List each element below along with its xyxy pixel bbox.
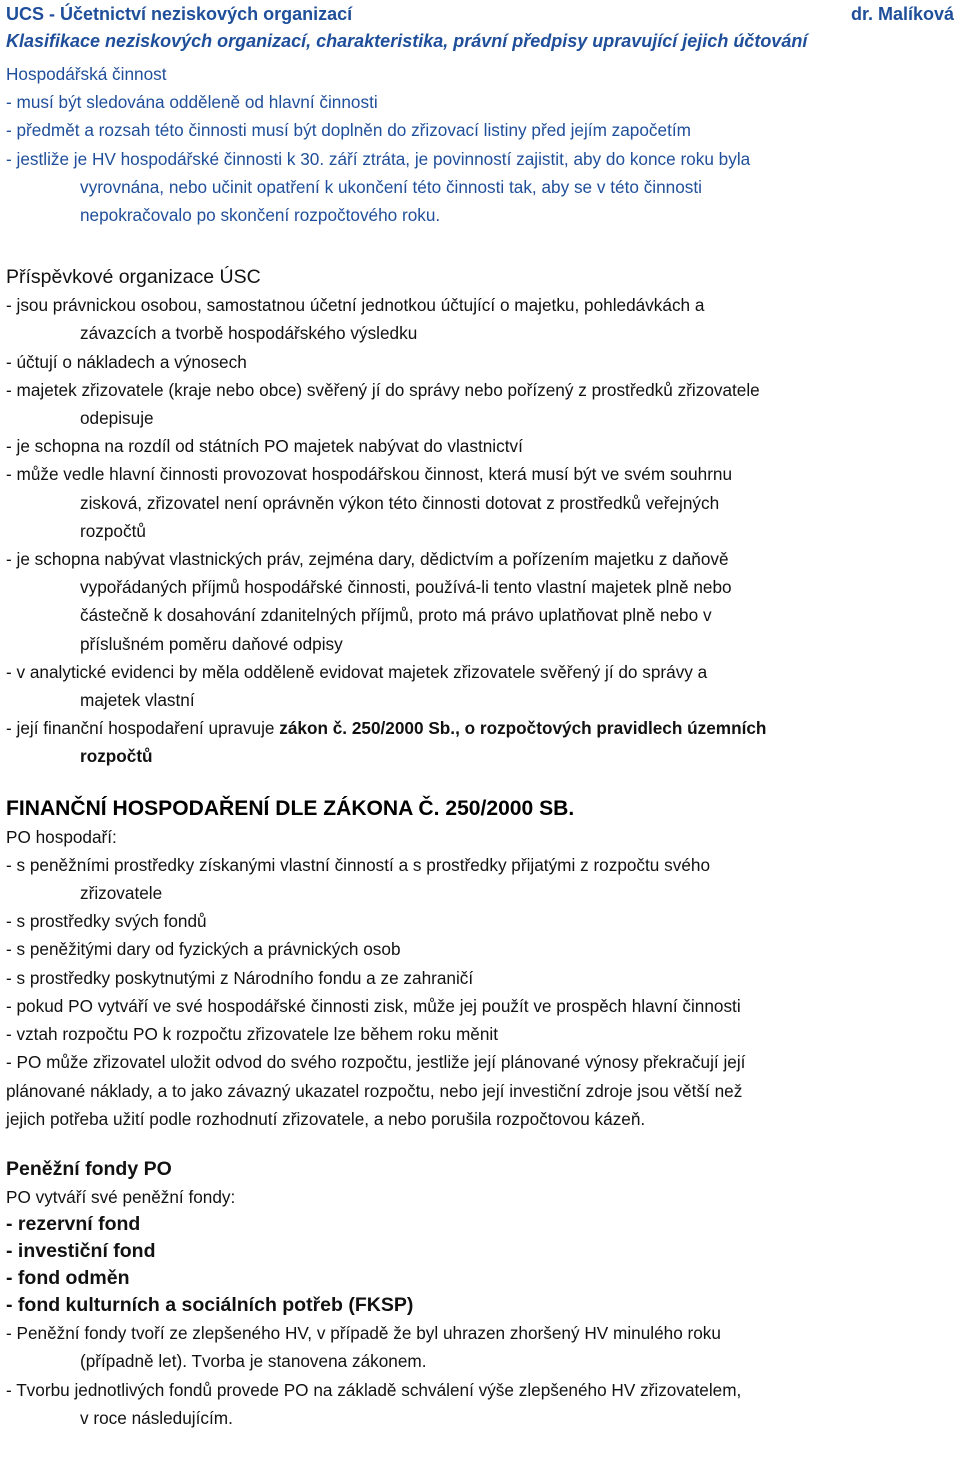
list-item-continuation: nepokračovalo po skončení rozpočtového roku. — [80, 205, 441, 226]
list-item: - s peněžitými dary od fyzických a právnických osob — [6, 939, 401, 960]
list-item-continuation: vyrovnána, nebo učinit opatření k ukončení této činnosti tak, aby se v této činnosti — [80, 176, 702, 197]
list-item-continuation: vypořádaných příjmů hospodářské činnosti, používá-li tento vlastní majetek plně nebo — [80, 577, 732, 598]
list-item: - s prostředky poskytnutými z Národního fondu a ze zahraničí — [6, 967, 474, 988]
paragraph-line: jejich potřeba užití podle rozhodnutí zřizovatele, a nebo porušila rozpočtovou kázeň. — [6, 1108, 646, 1129]
section-title: FINANČNÍ HOSPODAŘENÍ DLE ZÁKONA Č. 250/2000 SB. — [6, 795, 575, 820]
list-item: - jestliže je HV hospodářské činnosti k 30. září ztráta, je povinností zajistit, aby do konce roku byla — [6, 148, 751, 169]
list-item-text: - její finanční hospodaření upravuje — [6, 718, 280, 739]
list-item-continuation: (případně let). Tvorba je stanovena zákonem. — [80, 1351, 427, 1372]
list-item-continuation: příslušném poměru daňové odpisy — [80, 633, 343, 654]
list-item: - je schopna na rozdíl od státních PO majetek nabývat do vlastnictví — [6, 436, 523, 457]
document-header — [6, 0, 954, 54]
section-contributory-organizations — [6, 263, 954, 770]
list-item: - Peněžní fondy tvoří ze zlepšeného HV, v případě že byl uhrazen zhoršený HV minulého roku — [6, 1323, 721, 1344]
list-item: - vztah rozpočtu PO k rozpočtu zřizovatele lze během roku měnit — [6, 1024, 498, 1045]
list-item-continuation: v roce následujícím. — [80, 1407, 233, 1428]
paragraph-line: - PO může zřizovatel uložit odvod do svého rozpočtu, jestliže její plánované výnosy překračují její — [6, 1052, 746, 1073]
fund-item: - rezervní fond — [6, 1213, 141, 1236]
fund-item: - fond kulturních a sociálních potřeb (FKSP) — [6, 1294, 414, 1317]
section-financial-management — [6, 793, 954, 1133]
list-item: - předmět a rozsah této činnosti musí být doplněn do zřizovací listiny před jejím započetím — [6, 120, 691, 141]
section-intro: PO vytváří své peněžní fondy: — [6, 1186, 236, 1207]
list-item: - pokud PO vytváří ve své hospodářské činnosti zisk, může jej použít ve prospěch hlavní činnosti — [6, 995, 741, 1016]
list-item: - majetek zřizovatele (kraje nebo obce) svěřený jí do správy nebo pořízený z prostředků zřizovatele — [6, 379, 760, 400]
section-economic-activity — [6, 60, 954, 229]
list-item-continuation: rozpočtů — [80, 520, 146, 541]
list-item-continuation: rozpočtů — [80, 746, 153, 767]
list-item-continuation: odepisuje — [80, 408, 154, 429]
course-title: UCS - Účetnictví neziskových organizací — [6, 4, 353, 24]
list-item: - musí být sledována odděleně od hlavní činnosti — [6, 92, 378, 113]
list-item-continuation: majetek vlastní — [80, 690, 195, 711]
header-subtitle: Klasifikace neziskových organizací, charakteristika, právní předpisy upravující jejich účtování — [6, 31, 808, 51]
list-item: - je schopna nabývat vlastnických práv, zejména dary, dědictvím a pořízením majetku z daňově — [6, 549, 729, 570]
list-item: - jsou právnickou osobou, samostatnou účetní jednotkou účtující o majetku, pohledávkách a — [6, 295, 705, 316]
law-title: , o rozpočtových pravidlech územních — [455, 718, 767, 739]
section-title: Peněžní fondy PO — [6, 1157, 172, 1180]
list-item: - může vedle hlavní činnosti provozovat hospodářskou činnost, která musí být ve svém souhrnu — [6, 464, 733, 485]
list-item-continuation: částečně k dosahování zdanitelných příjmů, proto má právo uplatňovat plně nebo v — [80, 605, 712, 626]
list-item-continuation: zisková, zřizovatel není oprávněn výkon této činnosti dotovat z prostředků veřejných — [80, 492, 720, 513]
list-item: - v analytické evidenci by měla odděleně evidovat majetek zřizovatele svěřený jí do správy a — [6, 661, 708, 682]
list-item-continuation: zřizovatele — [80, 883, 163, 904]
section-title: Hospodářská činnost — [6, 64, 167, 84]
list-item: - Tvorbu jednotlivých fondů provede PO na základě schválení výše zlepšeného HV zřizovatelem, — [6, 1379, 742, 1400]
paragraph-line: plánované náklady, a to jako závazný ukazatel rozpočtu, nebo její investiční zdroje jsou větší než — [6, 1080, 743, 1101]
list-item: - s prostředky svých fondů — [6, 911, 207, 932]
fund-item: - investiční fond — [6, 1240, 156, 1263]
list-item-continuation: závazcích a tvorbě hospodářského výsledku — [80, 323, 418, 344]
list-item: - s peněžními prostředky získanými vlastní činností a s prostředky přijatými z rozpočtu svého — [6, 854, 710, 875]
section-monetary-funds — [6, 1155, 954, 1432]
law-reference: zákon č. 250/2000 Sb. — [279, 718, 456, 739]
fund-item: - fond odměn — [6, 1267, 130, 1290]
section-title: Příspěvkové organizace ÚSC — [6, 266, 261, 289]
author-name: dr. Malíková — [850, 4, 954, 24]
section-intro: PO hospodaří: — [6, 826, 117, 847]
list-item — [6, 714, 954, 742]
list-item: - účtují o nákladech a výnosech — [6, 351, 247, 372]
header-title-row — [6, 0, 954, 28]
